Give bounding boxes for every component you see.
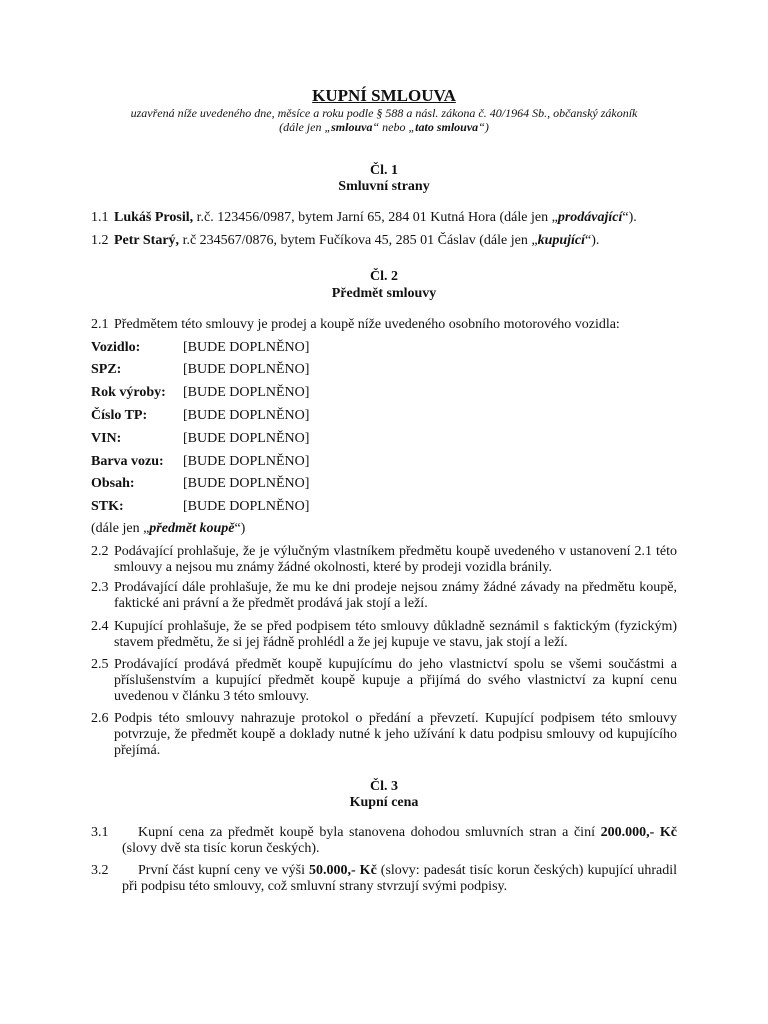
- article-3-name: Kupní cena: [349, 795, 419, 810]
- clause-2-4: 2.4 Kupující prohlašuje, že se před podpisem této smlouvy důkladně seznámil s faktickým (fyzickým) stavem předmětu, že si jej řádně prohlédl a že jej kupuje ve stavu, jak stojí a leží.: [91, 619, 677, 650]
- article-2-number: Čl. 2: [370, 269, 398, 284]
- field-value-vin: [BUDE DOPLNĚNO]: [183, 431, 310, 446]
- clause-2-6: 2.6 Podpis této smlouvy nahrazuje protokol o předání a převzetí. Kupující podpisem této smlouvy potvrzuje, že předmět koupě a doklady nutné k jeho užívání k datu podpisu smlouvy od kupujícího přejímá.: [91, 711, 677, 758]
- field-label-stk: STK:: [91, 499, 124, 514]
- party-seller: 1.1 Lukáš Prosil, r.č. 123456/0987, bytem Jarní 65, 284 01 Kutná Hora (dále jen „prodávající“).: [91, 210, 637, 225]
- clause-2-2: 2.2 Podávající prohlašuje, že je výlučným vlastníkem předmětu koupě uvedeného v ustanovení 2.1 této smlouvy a nejsou mu známy žádné okolnosti, které by prodeji vozidla bránily.: [91, 544, 677, 575]
- document-alias-line: (dále jen „smlouva“ nebo „tato smlouva“): [279, 120, 489, 134]
- clause-3-1: 3.1 Kupní cena za předmět koupě byla stanovena dohodou smluvních stran a činí 200.000,- Kč (slovy dvě sta tisíc korun českých).: [91, 825, 677, 856]
- field-label-volume: Obsah:: [91, 476, 135, 491]
- article-1-name: Smluvní strany: [338, 179, 430, 194]
- article-1-number: Čl. 1: [370, 163, 398, 178]
- field-value-volume: [BUDE DOPLNĚNO]: [183, 476, 310, 491]
- clause-2-1: 2.1 Předmětem této smlouvy je prodej a koupě níže uvedeného osobního motorového vozidla:: [91, 317, 620, 332]
- field-label-color: Barva vozu:: [91, 454, 164, 469]
- article-3-number: Čl. 3: [370, 779, 398, 794]
- field-label-year: Rok výroby:: [91, 385, 166, 400]
- buyer-name: Petr Starý,: [114, 233, 180, 248]
- field-label-vin: VIN:: [91, 431, 122, 446]
- clause-3-2: 3.2 První část kupní ceny ve výši 50.000,- Kč (slovy: padesát tisíc korun českých) kupující uhradil při podpisu této smlouvy, což smluvní strany stvrzují svými podpisy.: [91, 863, 677, 894]
- field-label-vehicle: Vozidlo:: [91, 340, 141, 355]
- document-subtitle: uzavřená níže uvedeného dne, měsíce a roku podle § 588 a násl. zákona č. 40/1964 Sb., občanský zákoník: [130, 106, 638, 120]
- price-first-part: 50.000,- Kč: [309, 863, 377, 878]
- party-buyer: 1.2 Petr Starý, r.č 234567/0876, bytem Fučíkova 45, 285 01 Čáslav (dále jen „kupující“).: [91, 233, 600, 248]
- clause-2-3: 2.3 Prodávající dále prohlašuje, že mu ke dni prodeje nejsou známy žádné závady na předmětu koupě, faktické ani právní a že předmět prodává jak stojí a leží.: [91, 580, 677, 611]
- clause-2-5: 2.5 Prodávající prodává předmět koupě kupujícímu do jeho vlastnictví spolu se všemi součástmi a příslušenstvím a kupující předmět koupě kupuje a přijímá do svého vlastnictví za kupní cenu uvedenou v článku 3 této smlouvy.: [91, 657, 677, 704]
- field-value-year: [BUDE DOPLNĚNO]: [183, 385, 310, 400]
- field-value-tp: [BUDE DOPLNĚNO]: [183, 408, 310, 423]
- field-label-spz: SPZ:: [91, 362, 122, 377]
- article-2-name: Předmět smlouvy: [331, 286, 437, 301]
- subject-alias: (dále jen „předmět koupě“): [91, 521, 246, 536]
- field-label-tp: Číslo TP:: [91, 408, 148, 423]
- field-value-spz: [BUDE DOPLNĚNO]: [183, 362, 310, 377]
- seller-name: Lukáš Prosil,: [114, 210, 194, 225]
- field-value-vehicle: [BUDE DOPLNĚNO]: [183, 340, 310, 355]
- document-title: KUPNÍ SMLOUVA: [312, 86, 456, 105]
- field-value-stk: [BUDE DOPLNĚNO]: [183, 499, 310, 514]
- field-value-color: [BUDE DOPLNĚNO]: [183, 454, 310, 469]
- price-total: 200.000,- Kč: [600, 825, 677, 840]
